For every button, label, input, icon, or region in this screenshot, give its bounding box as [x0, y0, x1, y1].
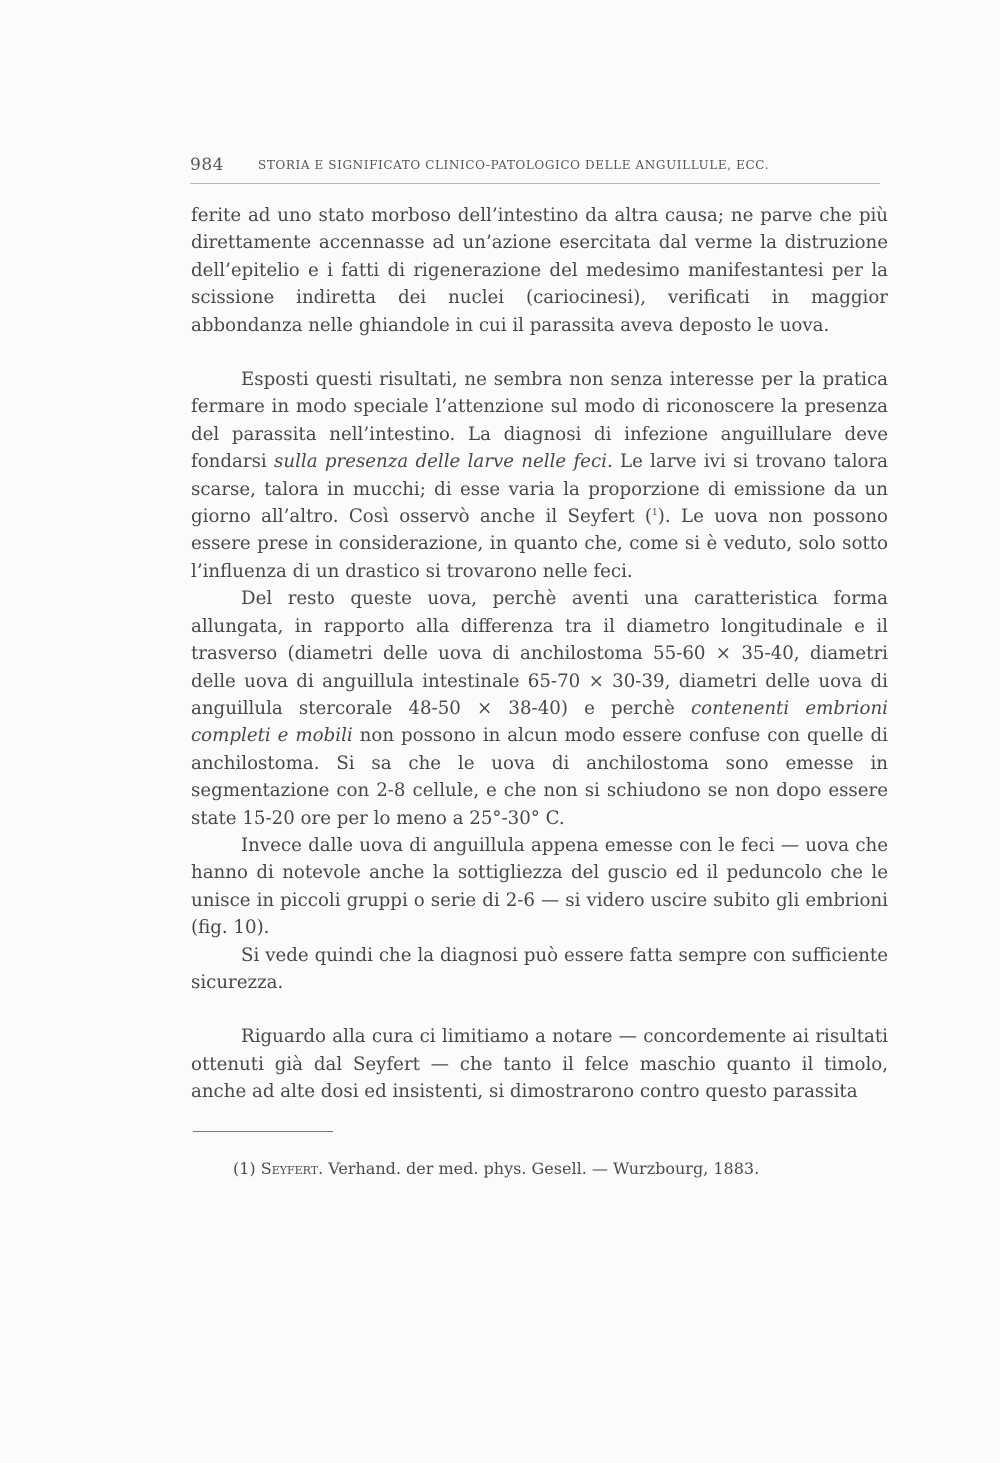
paragraph-5: Si vede quindi che la diagnosi può essere fatta sempre con sufficiente sicurezza. [191, 944, 888, 993]
footnote-text: Verhand. der med. phys. Gesell. — Wurzbourg, 1883. [323, 1159, 760, 1178]
paragraph-3 [191, 585, 888, 832]
footnote-reference[interactable]: 1 [652, 508, 658, 519]
paragraph-3-emphasis: contenenti embrioni completi e mobili [191, 697, 888, 747]
paragraph-2 [191, 366, 888, 585]
footnote-author: Seyfert. [260, 1159, 324, 1178]
paragraph-4: Invece dalle uova di anguillula appena emesse con le feci — uova che hanno di notevole anche la sottigliezza del guscio ed il peduncolo che le unisce in piccoli gruppi o serie di 2-6 — si videro uscire subito gli embrioni (fig. 10). [191, 834, 888, 939]
page-number: 984 [190, 155, 224, 175]
paragraph-2-text-b: Le larve ivi si trovano talora scarse, talora in mucchi; di esse varia la proporzione di emissione da un giorno all’altro. Così osservò anche il Seyfert ( [191, 451, 888, 528]
running-head [190, 155, 890, 179]
paragraph-2-text-c: ). Le uova non possono essere prese in considerazione, in quanto che, come si è veduto, solo sotto l’influenza di un drastico si trovarono nelle feci. [191, 506, 889, 582]
footnote-rule [193, 1131, 333, 1132]
body-text [191, 202, 888, 1106]
footnote [233, 1158, 888, 1180]
paragraph-1: ferite ad uno stato morboso dell’intestino da altra causa; ne parve che più direttamente accennasse ad un’azione esercitata dal verme la distruzione dell’epitelio e i fatti di rigenerazione del medesimo manifestantesi per la scissione indiretta dei nuclei (cariocinesi), verificati in maggior abbondanza nelle ghiandole in cui il parassita aveva deposto le uova. [191, 205, 888, 336]
header-rule [190, 183, 880, 184]
paragraph-6: Riguardo alla cura ci limitiamo a notare — concordemente ai risultati ottenuti già dal Seyfert — che tanto il felce maschio quanto il timolo, anche ad alte dosi ed insistenti, si dimostrarono contro questo parassita [191, 1026, 888, 1103]
running-title: STORIA E SIGNIFICATO CLINICO-PATOLOGICO DELLE ANGUILLULE, ECC. [258, 158, 769, 172]
paragraph-3-text-a: Del resto queste uova, perchè aventi una caratteristica forma allungata, in rapporto alla differenza tra il diametro longitudinale e il trasverso (diametri delle uova di anchilostoma 55-60 × 35-40, diametri delle uova di anguillula intestinale 65-70 × 30-39, diametri delle uova di anguillula stercorale 48-50 × 38-40) e perchè [191, 588, 888, 719]
paragraph-3-text-b: non possono in alcun modo essere confuse con quelle di anchilostoma. Si sa che le uova di anchilostoma sono emesse in segmentazione con 2-8 cellule, e che non si schiudono se non dopo essere state 15-20 ore per lo meno a 25°-30° C. [191, 725, 888, 829]
paragraph-2-emphasis: sulla presenza delle larve nelle feci. [274, 451, 613, 473]
paragraph-2-text-a: Esposti questi risultati, ne sembra non senza interesse per la pratica fermare in modo speciale l’attenzione sul modo di riconoscere la presenza del parassita nell’intestino. La diagnosi di infezione anguillulare deve fondarsi [191, 369, 888, 473]
footnote-marker: (1) [233, 1159, 256, 1178]
